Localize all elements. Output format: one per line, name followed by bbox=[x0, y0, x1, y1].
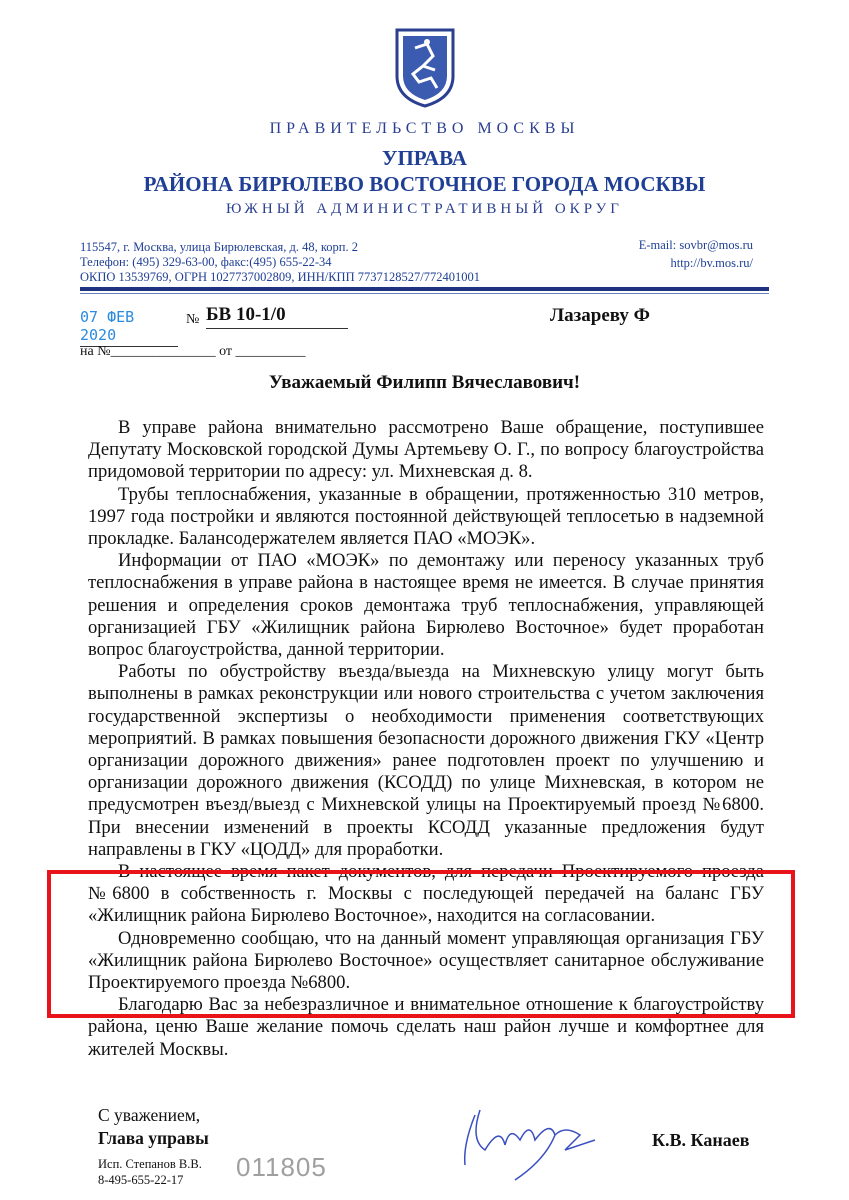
org-website: http://bv.mos.ru/ bbox=[670, 256, 753, 270]
org-email: E-mail: sovbr@mos.ru bbox=[638, 238, 753, 252]
paragraph: В настоящее время пакет документов, для передачи Проектируемого проезда №6800 в собственность г. Москвы с последующей передачей на баланс ГБУ «Жилищник района Бирюлево Восточное», находится на согласовании. bbox=[88, 861, 764, 927]
paragraph: Трубы теплоснабжения, указанные в обращении, протяженностью 310 метров, 1997 года постройки и являются постоянной действующей теплосетью в надземной прокладке. Балансодержателем является ПАО «МОЭК». bbox=[88, 483, 764, 550]
signer-name: К.В. Канаев bbox=[652, 1130, 750, 1150]
district-heading: ЮЖНЫЙ АДМИНИСТРАТИВНЫЙ ОКРУГ bbox=[226, 201, 623, 217]
executor-phone: 8-495-655-22-17 bbox=[98, 1173, 184, 1187]
greeting: Уважаемый Филипп Вячеславович! bbox=[268, 372, 581, 393]
paragraph: Благодарю Вас за небезразличное и внимательное отношение к благоустройству района, ценю Ваше желание помочь сделать наш район лучше и комфортнее для жителей Москвы. bbox=[88, 994, 764, 1060]
highlight-box bbox=[47, 870, 795, 1018]
executor-info bbox=[98, 1156, 202, 1188]
org-subtitle: РАЙОНА БИРЮЛЕВО ВОСТОЧНОЕ ГОРОДА МОСКВЫ bbox=[143, 172, 706, 196]
header-divider-thin bbox=[80, 293, 769, 294]
org-title: УПРАВА bbox=[382, 146, 467, 170]
header-divider bbox=[80, 287, 769, 291]
government-heading: ПРАВИТЕЛЬСТВО МОСКВЫ bbox=[269, 120, 580, 137]
letter-number: БВ 10-1/0 bbox=[206, 304, 348, 329]
signature-block bbox=[98, 1104, 209, 1150]
reply-reference: на №_______________ от __________ bbox=[80, 344, 306, 359]
paragraph: Информации от ПАО «МОЭК» по демонтажу или переносу указанных труб теплоснабжения в управе района в настоящее время не имеется. В случае принятия решения и определения сроков демонтажа труб теплоснабжения, управляющей организацией ГБУ «Жилищник района Бирюлево Восточное» будет проработан вопрос благоустройства, данной территории. bbox=[88, 550, 764, 661]
org-phone: Телефон: (495) 329-63-00, факс:(495) 655-22-34 bbox=[80, 255, 332, 269]
paragraph: Работы по обустройству въезда/выезда на Михневскую улицу могут быть выполнены в рамках реконструкции или нового строительства с учетом заключения государственной экспертизы о необходимости применения соответствующих мероприятий. В рамках повышения безопасности дорожного движения ГКУ «Центр организации дорожного движения» ранее подготовлен проект по улучшению и организации дорожного движения (КСОДД) по улице Михневская, в котором не предусмотрен въезд/выезд с Михневской улицы на Проектируемый проезд №6800. При внесении изменений в проекты КСОДД указанные предложения будут направлены в ГКУ «ЦОДД» для проработки. bbox=[88, 661, 764, 860]
org-requisites bbox=[80, 240, 480, 285]
org-codes: ОКПО 13539769, ОГРН 1027737002809, ИНН/КПП 7737128527/772401001 bbox=[80, 270, 480, 284]
paragraph: В управе района внимательно рассмотрено Ваше обращение, поступившее Депутату Московской городской Думы Артемьеву О. Г., по вопросу благоустройства придомовой территории по адресу: ул. Михневская д. 8. bbox=[88, 417, 764, 483]
number-sign: № bbox=[186, 312, 200, 327]
org-address: 115547, г. Москва, улица Бирюлевская, д. 48, корп. 2 bbox=[80, 240, 358, 254]
paragraph: Одновременно сообщаю, что на данный момент управляющая организация ГБУ «Жилищник района Бирюлево Восточное» осуществляет санитарное обслуживание Проектируемого проезда №6800. bbox=[88, 927, 764, 994]
executor-name: Исп. Степанов В.В. bbox=[98, 1157, 202, 1171]
registration-stamp: 011805 bbox=[236, 1152, 327, 1182]
moscow-coat-of-arms-icon bbox=[393, 26, 457, 108]
letter-date-stamp: 07 ФЕВ 2020 bbox=[80, 308, 178, 347]
closing: С уважением, bbox=[98, 1105, 201, 1125]
signer-title: Глава управы bbox=[98, 1128, 209, 1148]
handwritten-signature bbox=[455, 1105, 615, 1185]
addressee: Лазареву Ф bbox=[550, 305, 650, 326]
org-contacts bbox=[639, 236, 753, 272]
